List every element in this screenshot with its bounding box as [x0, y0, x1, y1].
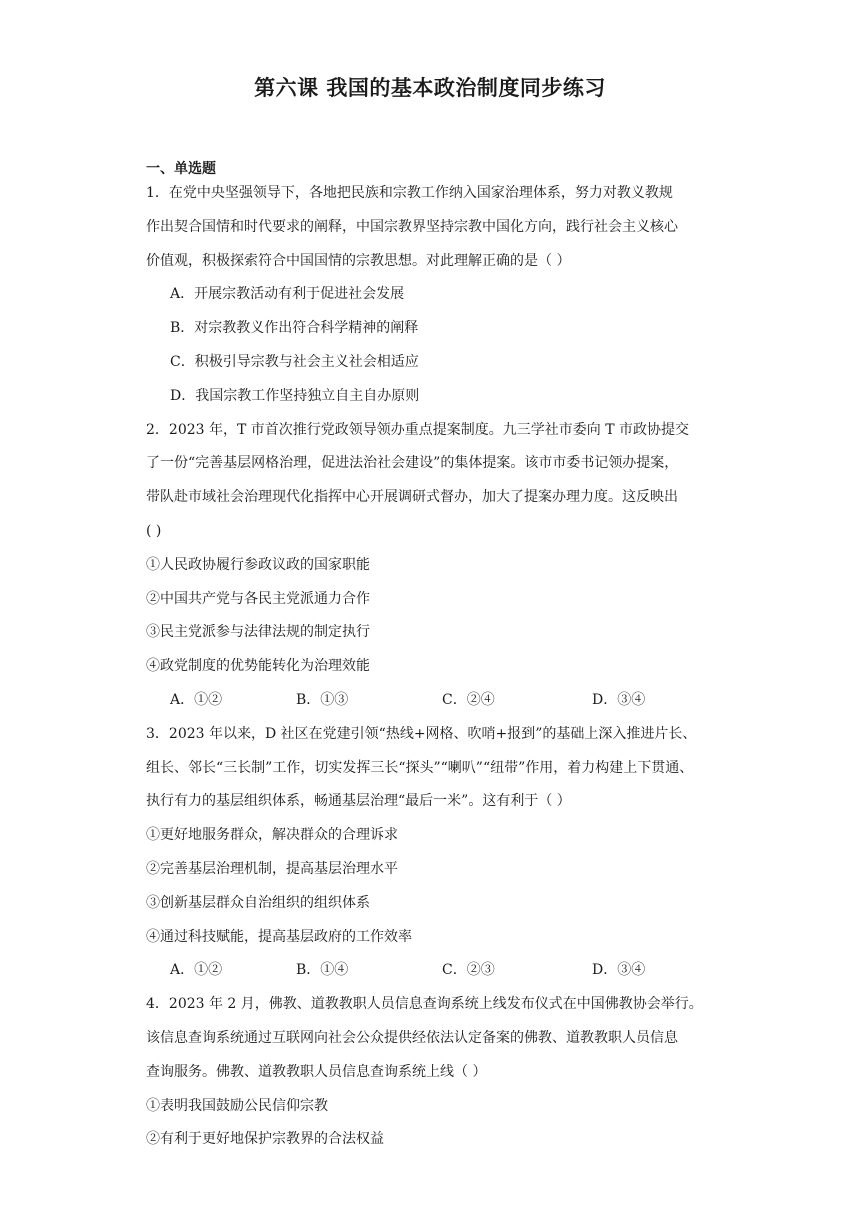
question-4-stem-line: 该信息查询系统通过互联网向社会公众提供经依法认定备案的佛教、道教教职人员信息: [146, 1029, 678, 1046]
question-2-choices: [146, 684, 724, 718]
question-2-statement-4: ④政党制度的优势能转化为治理效能: [146, 658, 370, 675]
section-heading: 一、单选题: [146, 161, 216, 177]
question-list: [146, 177, 724, 1157]
question-3-choice-c: C．②③: [442, 962, 495, 979]
question-2-statement-2: ②中国共产党与各民主党派通力合作: [146, 590, 370, 607]
question-2-statement-3: ③民主党派参与法律法规的制定执行: [146, 624, 370, 641]
question-4: [146, 988, 724, 1157]
question-2-stem-line: 2．2023 年，T 市首次推行党政领导领办重点提案制度。九三学社市委向 T 市政协提交: [146, 421, 690, 438]
question-2-stem-line: ( ): [146, 522, 162, 539]
question-3-choices: [146, 954, 724, 988]
question-4-statement-1: ①表明我国鼓励公民信仰宗教: [146, 1097, 328, 1114]
question-2-stem-line: 带队赴市域社会治理现代化指挥中心开展调研式督办，加大了提案办理力度。这反映出: [146, 489, 678, 506]
question-3-statement-1: ①更好地服务群众，解决群众的合理诉求: [146, 827, 398, 844]
question-1-stem-line: 价值观，积极探索符合中国国情的宗教思想。对此理解正确的是（ ）: [146, 252, 571, 269]
question-1-stem-line: 1．在党中央坚强领导下，各地把民族和宗教工作纳入国家治理体系，努力对教义教规: [146, 185, 673, 201]
question-2-choice-a: A．①②: [170, 691, 223, 708]
question-1-option-d: D．我国宗教工作坚持独立自主自办原则: [170, 387, 420, 404]
question-3-choice-a: A．①②: [170, 962, 223, 979]
question-3: [146, 718, 724, 988]
question-1-option-a: A．开展宗教活动有利于促进社会发展: [170, 286, 405, 303]
question-2-choice-b: B．①③: [296, 691, 349, 708]
question-3-stem-line: 组长、邻长“三长制”工作，切实发挥三长“探头”“喇叭”“纽带”作用，着力构建上下贯通、: [146, 759, 694, 776]
question-3-stem-line: 3．2023 年以来，D 社区在党建引领“热线+网格、吹哨+报到”的基础上深入推进片长、: [146, 725, 697, 742]
question-4-stem-line: 4．2023 年 2 月，佛教、道教教职人员信息查询系统上线发布仪式在中国佛教协会举行。: [146, 996, 703, 1013]
question-4-statement-2: ②有利于更好地保护宗教界的合法权益: [146, 1131, 384, 1148]
question-3-stem-line: 执行有力的基层组织体系，畅通基层治理“最后一米”。这有利于（ ）: [146, 793, 571, 810]
question-3-choice-d: D．③④: [592, 962, 646, 979]
question-3-choice-b: B．①④: [296, 962, 349, 979]
question-1-stem-line: 作出契合国情和时代要求的阐释，中国宗教界坚持宗教中国化方向，践行社会主义核心: [146, 218, 678, 235]
question-2-stem-line: 了一份“完善基层网格治理，促进法治社会建设”的集体提案。该市市委书记领办提案，: [146, 455, 679, 472]
question-1: [146, 177, 724, 414]
question-2-statement-1: ①人民政协履行参政议政的国家职能: [146, 556, 370, 573]
question-3-statement-3: ③创新基层群众自治组织的组织体系: [146, 894, 370, 911]
question-3-statement-2: ②完善基层治理机制，提高基层治理水平: [146, 860, 398, 877]
question-1-option-b: B．对宗教教义作出符合科学精神的阐释: [170, 320, 419, 337]
question-2: [146, 414, 724, 718]
document-title: 第六课 我国的基本政治制度同步练习: [254, 76, 606, 100]
question-1-option-c: C．积极引导宗教与社会主义社会相适应: [170, 353, 419, 370]
question-3-statement-4: ④通过科技赋能，提高基层政府的工作效率: [146, 928, 412, 945]
question-2-choice-c: C．②④: [442, 691, 495, 708]
question-2-choice-d: D．③④: [592, 691, 646, 708]
question-4-stem-line: 查询服务。佛教、道教教职人员信息查询系统上线（ ）: [146, 1063, 487, 1080]
